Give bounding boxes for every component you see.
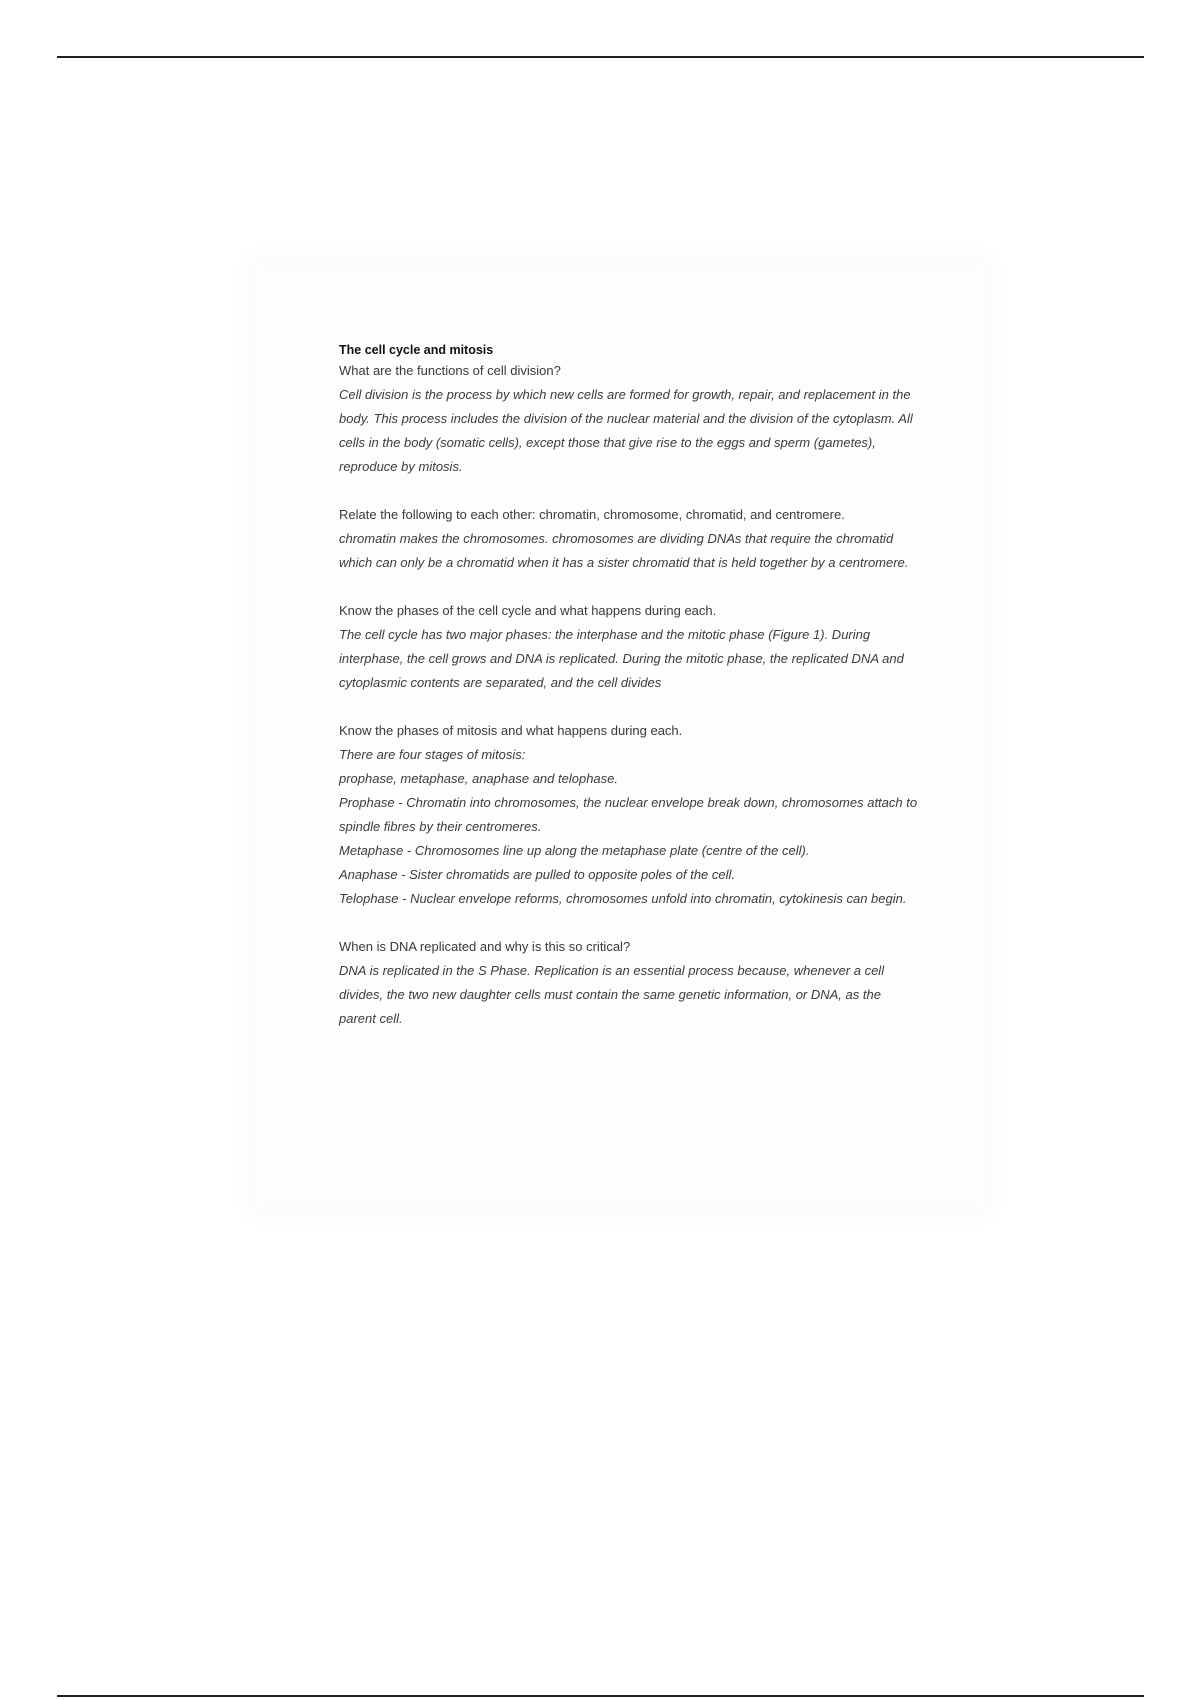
- document-content: [339, 343, 919, 1055]
- document-title: The cell cycle and mitosis: [339, 343, 494, 357]
- question-text: What are the functions of cell division?: [339, 363, 561, 378]
- answer-text: chromatin makes the chromosomes. chromosomes are dividing DNAs that require the chromatid which can only be a chromatid when it has a sister chromatid that is held together by a centromere.: [339, 531, 909, 570]
- answer-line: prophase, metaphase, anaphase and telophase.: [339, 771, 618, 786]
- section-cell-cycle-phases: [339, 599, 919, 695]
- answer-line: Anaphase - Sister chromatids are pulled to opposite poles of the cell.: [339, 867, 736, 882]
- section-mitosis-phases: [339, 719, 919, 911]
- question-text: When is DNA replicated and why is this so critical?: [339, 939, 631, 954]
- answer-line: Metaphase - Chromosomes line up along the metaphase plate (centre of the cell).: [339, 843, 810, 858]
- answer-text: The cell cycle has two major phases: the interphase and the mitotic phase (Figure 1). During interphase, the cell grows and DNA is replicated. During the mitotic phase, the replicated DNA and cytoplasmic contents are separated, and the cell divides: [339, 627, 904, 690]
- bottom-divider: [57, 1695, 1144, 1697]
- section-chromatin-relationships: [339, 503, 919, 575]
- section-functions-of-cell-division: [339, 359, 919, 479]
- question-text: Know the phases of mitosis and what happens during each.: [339, 723, 683, 738]
- section-dna-replication: [339, 935, 919, 1031]
- top-divider: [57, 56, 1144, 58]
- answer-text: Cell division is the process by which new cells are formed for growth, repair, and replacement in the body. This process includes the division of the nuclear material and the division of the cytoplasm. All cells in the body (somatic cells), except those that give rise to the eggs and sperm (gametes), reproduce by mitosis.: [339, 387, 913, 474]
- question-text: Relate the following to each other: chromatin, chromosome, chromatid, and centromere.: [339, 507, 845, 522]
- answer-line: Prophase - Chromatin into chromosomes, the nuclear envelope break down, chromosomes attach to spindle fibres by their centromeres.: [339, 795, 918, 834]
- question-text: Know the phases of the cell cycle and what happens during each.: [339, 603, 717, 618]
- answer-line: Telophase - Nuclear envelope reforms, chromosomes unfold into chromatin, cytokinesis can begin.: [339, 891, 907, 906]
- answer-text: DNA is replicated in the S Phase. Replication is an essential process because, whenever a cell divides, the two new daughter cells must contain the same genetic information, or DNA, as the parent cell.: [339, 963, 885, 1026]
- answer-line: There are four stages of mitosis:: [339, 747, 526, 762]
